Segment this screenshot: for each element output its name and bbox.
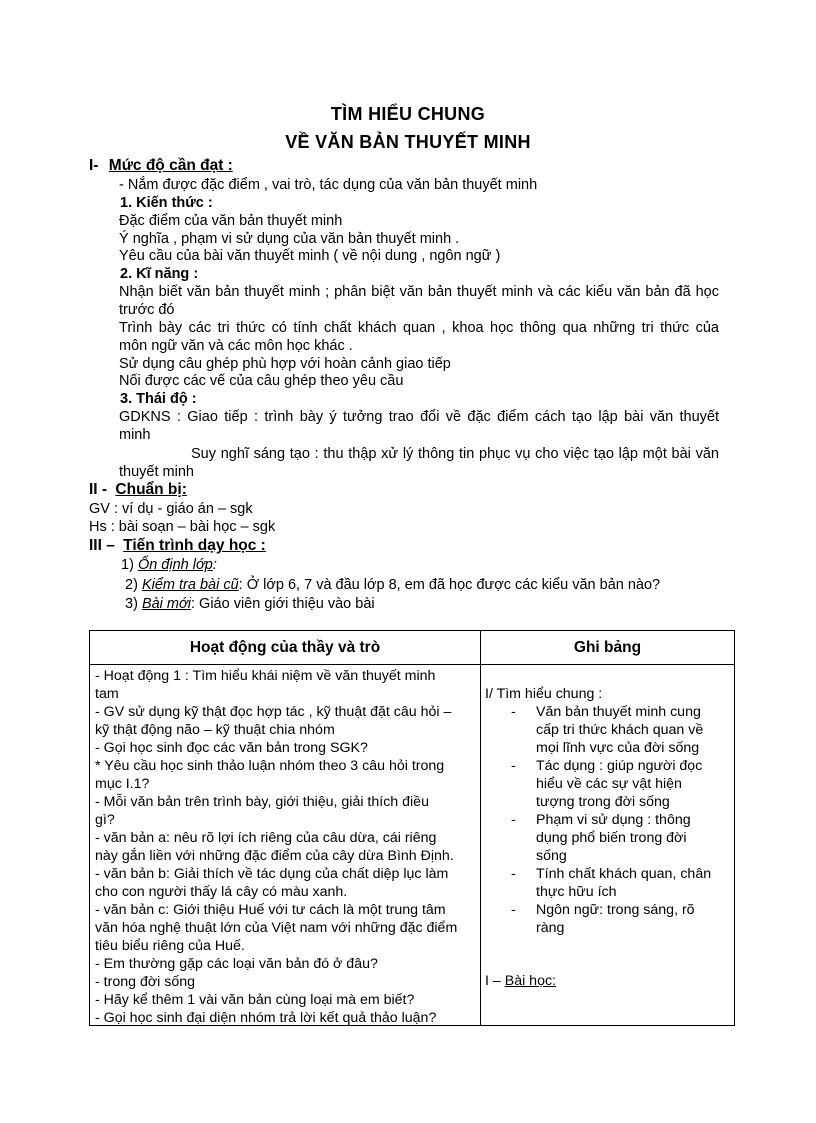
attitude-paragraph-2-cont: thuyết minh	[119, 464, 194, 480]
section2-heading-line	[89, 481, 187, 499]
board-lesson-label: Bài học:	[504, 973, 556, 989]
section2-number: II -	[89, 481, 108, 498]
section1-heading-line	[89, 157, 233, 175]
skills-paragraph-3: Sử dụng câu ghép phù hợp với hoàn cảnh giao tiếp	[119, 356, 451, 372]
title-line-1: TÌM HIỂU CHUNG	[330, 104, 486, 124]
step-3-text: : Giáo viên giới thiệu vào bài	[191, 596, 375, 612]
board-item-line: Ngôn ngữ: trong sáng, rõ	[536, 902, 695, 918]
activity-line: tam	[95, 686, 119, 702]
activity-line: gì?	[95, 812, 115, 828]
board-item-line: Phạm vi sử dụng : thông	[536, 812, 691, 828]
step-1-colon: :	[212, 557, 217, 573]
activity-line: - Em thường gặp các loại văn bản đó ở đâu?	[95, 956, 378, 972]
board-lesson-prefix: I –	[485, 973, 501, 989]
activity-line: văn hóa nghệ thuật lớn của Việt nam với những đặc điểm	[95, 920, 458, 936]
board-item-line: cấp tri thức khách quan về	[536, 722, 704, 738]
table-header-activities: Hoạt động của thầy và trò	[90, 631, 481, 665]
activity-line: - Mỗi văn bản trên trình bày, giới thiệu, giải thích điều	[95, 794, 429, 810]
board-item-line: tượng trong đời sống	[536, 794, 670, 810]
prep-teacher: GV : ví dụ - giáo án – sgk	[89, 501, 253, 517]
board-heading: I/ Tìm hiểu chung :	[485, 686, 603, 702]
activity-line: - GV sử dụng kỹ thật đọc hợp tác , kỹ thuật đặt câu hỏi –	[95, 704, 452, 720]
activity-line: này gắn liền với những đặc điểm của cây dừa Bình Định.	[95, 848, 454, 864]
activity-line: - văn bản c: Giới thiệu Huế với tư cách là một trung tâm	[95, 902, 446, 918]
activity-line: - Hoạt động 1 : Tìm hiểu khái niệm về văn thuyết minh	[95, 668, 436, 684]
section1-number: I-	[89, 157, 99, 174]
activity-line: - văn bản b: Giải thích về tác dụng của chất diệp lục làm	[95, 866, 449, 882]
section3-heading: Tiến trình dạy học :	[123, 537, 266, 554]
board-dash: -	[511, 866, 516, 882]
board-item-line: Tính chất khách quan, chân	[536, 866, 712, 882]
step-2-number: 2)	[125, 577, 138, 593]
section1-heading: Mức độ cần đạt :	[108, 157, 233, 174]
section1-bullet: - Nắm được đặc điểm , vai trò, tác dụng của văn bản thuyết minh	[119, 177, 538, 193]
title-line-2: VỀ VĂN BẢN THUYẾT MINH	[285, 132, 531, 152]
section2-heading: Chuẩn bị:	[115, 481, 187, 498]
step-2	[125, 576, 660, 594]
prep-student: Hs : bài soạn – bài học – sgk	[89, 519, 276, 535]
step-2-label: Kiểm tra bài cũ	[141, 577, 239, 593]
board-item-line: sống	[536, 848, 567, 864]
attitude-paragraph-1-cont: minh	[119, 427, 151, 443]
activity-line: - văn bản a: nêu rõ lợi ích riêng của câu dừa, cái riêng	[95, 830, 437, 846]
skills-paragraph-1: Nhận biết văn bản thuyết minh ; phân biệt văn bản thuyết minh và các kiểu văn bản đã học	[119, 284, 719, 300]
activity-line: tiêu biểu riêng của Huế.	[95, 938, 245, 954]
section3-number: III –	[89, 537, 115, 554]
attitude-paragraph-2: Suy nghĩ sáng tạo : thu thập xử lý thông tin phục vụ cho việc tạo lập một bài văn	[191, 446, 719, 462]
knowledge-heading: 1. Kiến thức :	[120, 195, 213, 211]
board-item-line: Văn bản thuyết minh cung	[536, 704, 701, 720]
board-dash: -	[511, 758, 516, 774]
step-3-label: Bài mới	[141, 596, 191, 612]
skills-heading: 2. Kĩ năng :	[120, 266, 199, 282]
skills-paragraph-1-cont: trước đó	[119, 302, 175, 318]
activity-line: - trong đời sống	[95, 974, 195, 990]
activity-line: mục I.1?	[95, 776, 150, 792]
board-item-line: Tác dụng : giúp người đọc	[536, 758, 703, 774]
activity-line: - Gọi học sinh đại diện nhóm trả lời kết quả thảo luận?	[95, 1010, 437, 1026]
skills-paragraph-4: Nối được các vế của câu ghép theo yêu cầu	[119, 373, 404, 389]
section3-heading-line	[89, 537, 266, 555]
lesson-table	[89, 630, 735, 1026]
knowledge-item: Ý nghĩa , phạm vi sử dụng của văn bản thuyết minh .	[119, 231, 460, 247]
activity-line: cho con người thấy lá cây có màu xanh.	[95, 884, 348, 900]
step-3	[125, 595, 375, 613]
knowledge-item: Yêu cầu của bài văn thuyết minh ( về nội dung , ngôn ngữ )	[119, 248, 501, 264]
board-lesson-line	[485, 972, 556, 990]
step-1-number: 1)	[121, 557, 134, 573]
board-dash: -	[511, 812, 516, 828]
step-3-number: 3)	[125, 596, 138, 612]
activity-line: kỹ thật động não – kỹ thuật chia nhóm	[95, 722, 335, 738]
table-header-board: Ghi bảng	[481, 631, 735, 665]
step-1-label: Ổn định lớp	[137, 557, 213, 573]
board-dash: -	[511, 704, 516, 720]
activities-cell	[90, 665, 481, 1026]
step-2-text: : Ở lớp 6, 7 và đầu lớp 8, em đã học được các kiểu văn bản nào?	[238, 577, 661, 593]
knowledge-item: Đặc điểm của văn bản thuyết minh	[119, 213, 343, 229]
board-item-line: mọi lĩnh vực của đời sống	[536, 740, 700, 756]
board-item-line: hiểu về các sự vật hiện	[536, 776, 682, 792]
activity-line: * Yêu cầu học sinh thảo luận nhóm theo 3 câu hỏi trong	[95, 758, 445, 774]
board-item-line: dụng phổ biến trong đời	[536, 830, 687, 846]
board-cell	[481, 665, 735, 1026]
board-item-line: ràng	[536, 920, 565, 936]
skills-paragraph-2: Trình bày các tri thức có tính chất khách quan , khoa học thông qua những tri thức của	[119, 320, 719, 336]
step-1	[121, 556, 217, 574]
skills-paragraph-2-cont: môn ngữ văn và các môn học khác .	[119, 338, 353, 354]
activity-line: - Gọi học sinh đọc các văn bản trong SGK?	[95, 740, 368, 756]
activity-line: - Hãy kể thêm 1 vài văn bản cùng loại mà em biết?	[95, 992, 415, 1008]
attitude-paragraph-1: GDKNS : Giao tiếp : trình bày ý tưởng trao đổi về đặc điểm cách tạo lập bài văn thuyết	[119, 409, 719, 425]
board-dash: -	[511, 902, 516, 918]
board-item-line: thực hữu ích	[536, 884, 617, 900]
attitude-heading: 3. Thái độ :	[120, 391, 197, 407]
